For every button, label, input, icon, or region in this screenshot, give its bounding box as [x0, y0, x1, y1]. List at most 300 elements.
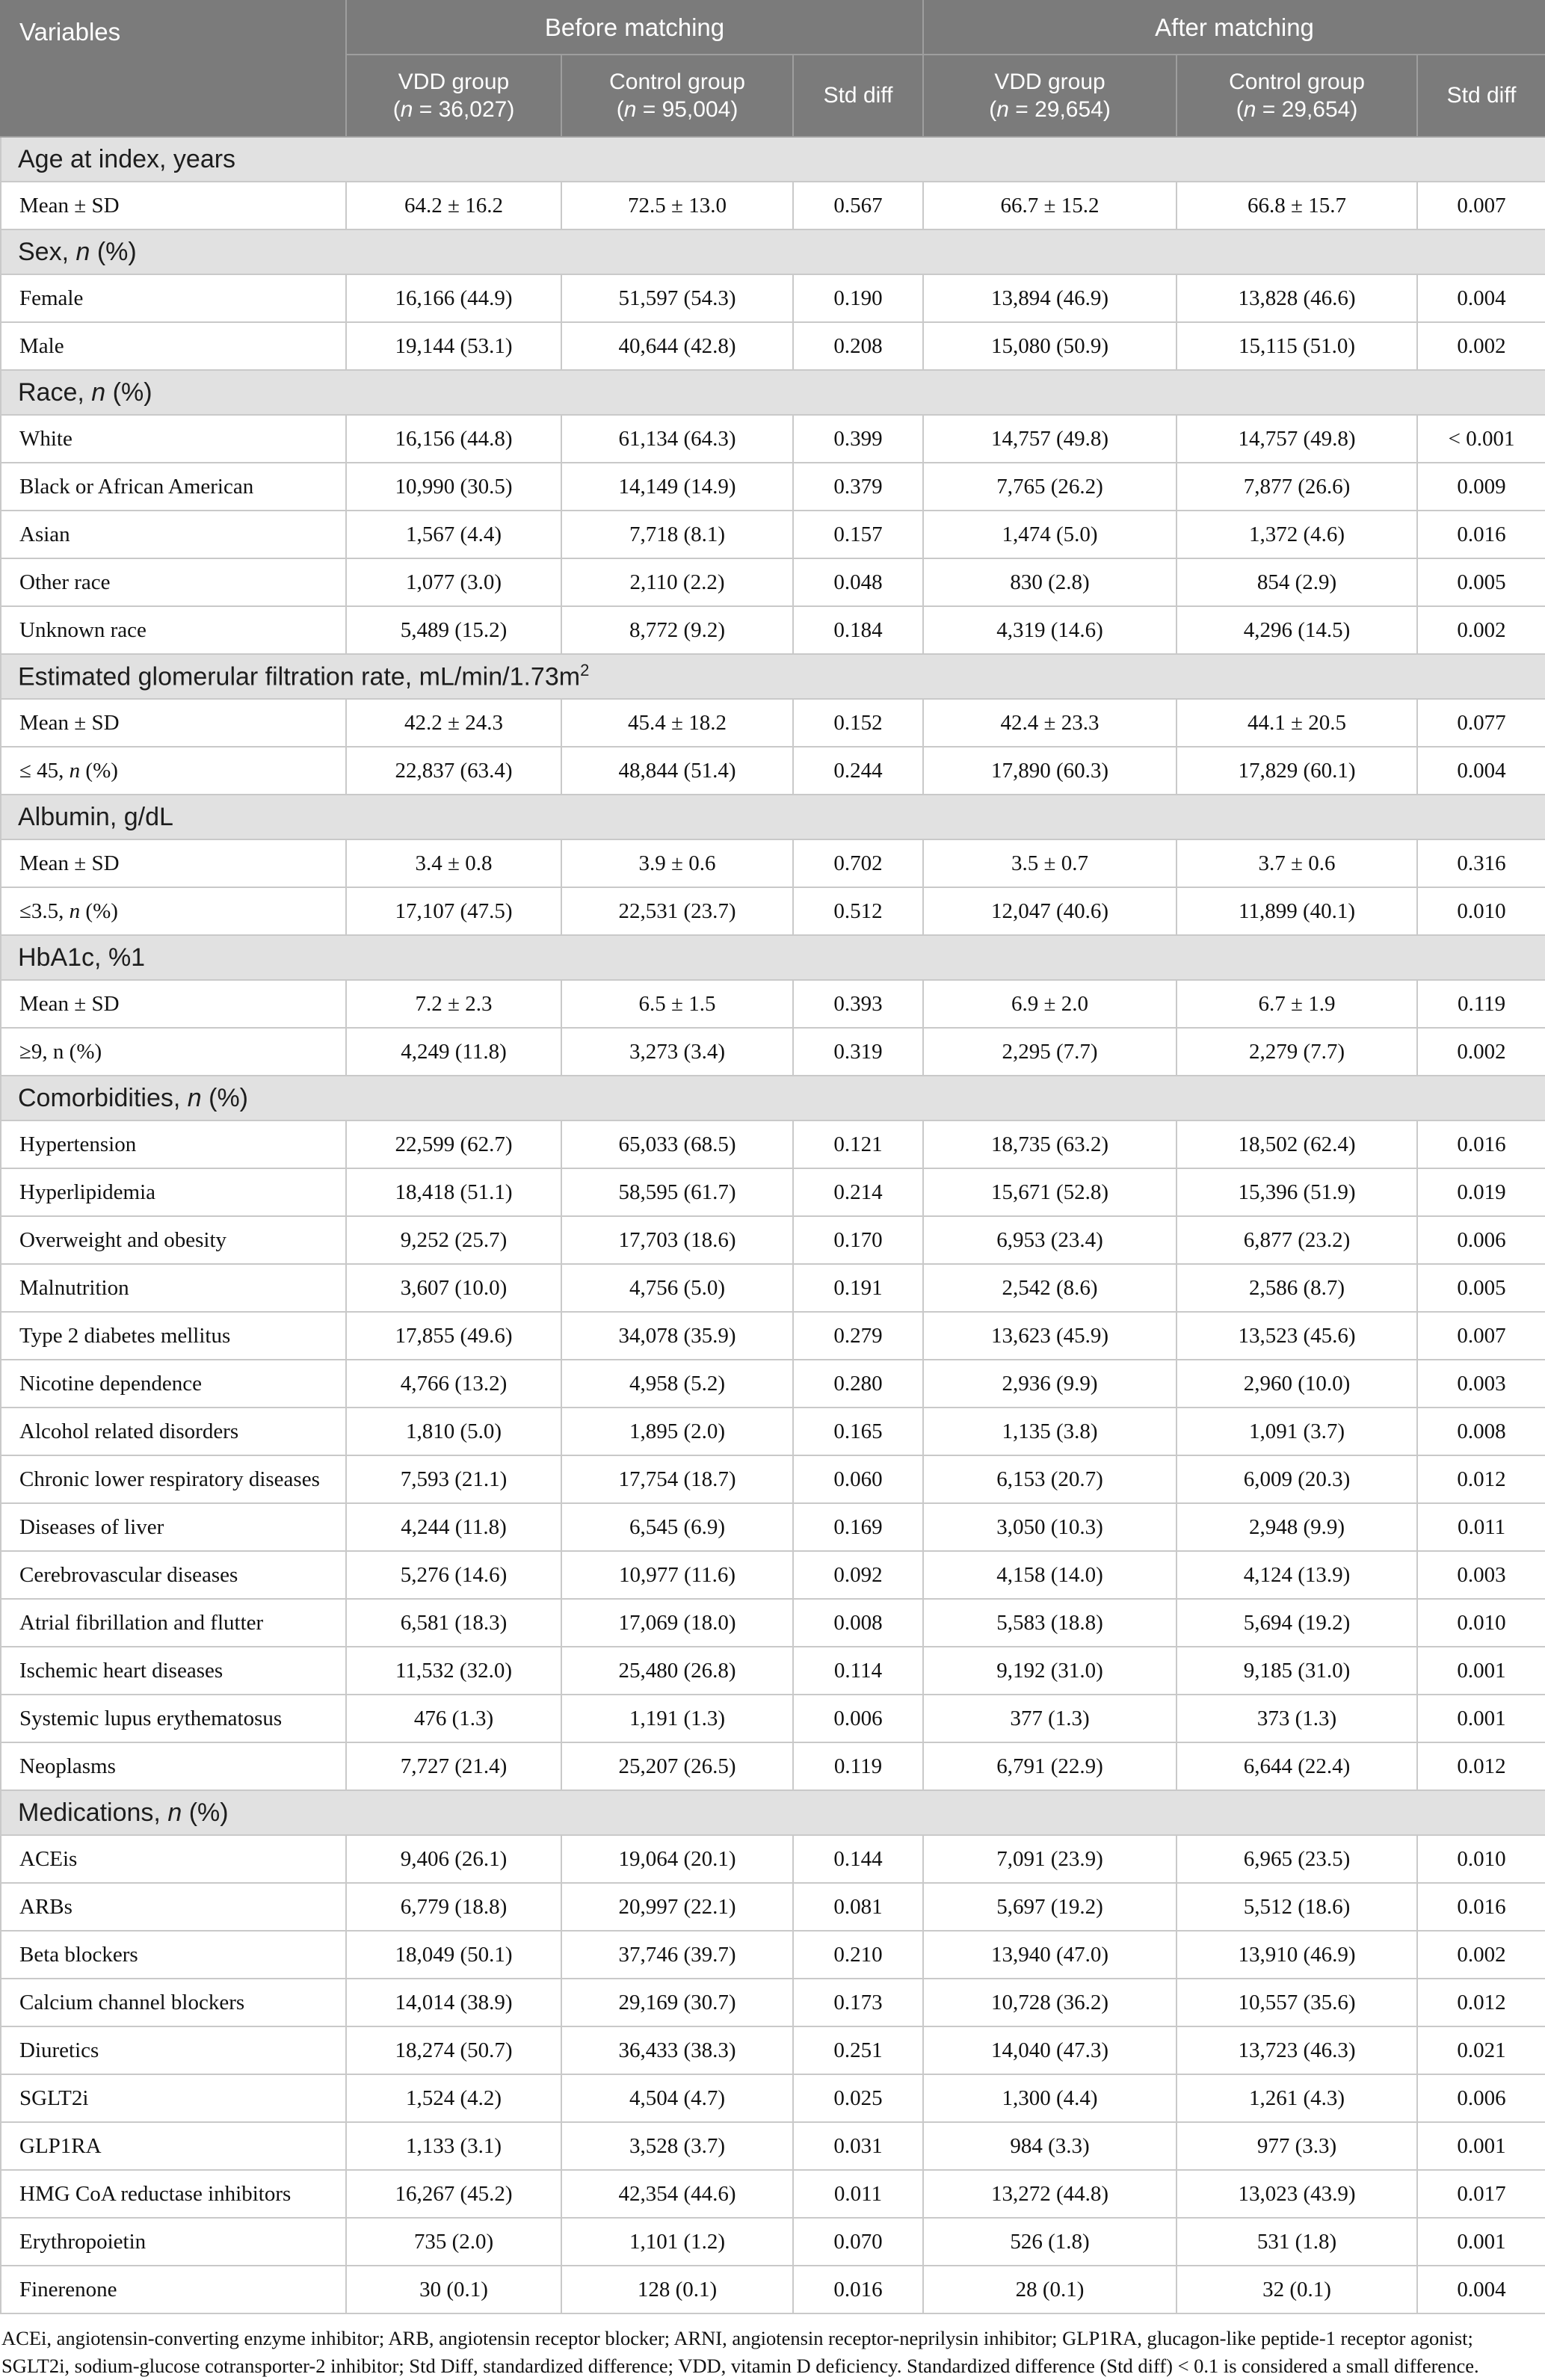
before-std-diff: 0.170 — [793, 1216, 923, 1264]
before-control-value: 17,703 (18.6) — [561, 1216, 793, 1264]
before-control-value: 4,504 (4.7) — [561, 2074, 793, 2122]
after-std-diff: 0.021 — [1417, 2026, 1545, 2074]
before-vdd-value: 5,489 (15.2) — [346, 606, 561, 654]
table-row — [1, 887, 1545, 935]
before-vdd-value: 4,766 (13.2) — [346, 1360, 561, 1408]
footnote-line-2: SGLT2i, sodium-glucose cotransporter-2 inhibitor; Std Diff, standardized difference; VDD, vitamin D deficiency. Standardized difference (Std diff) < 0.1 is considered a small difference. — [1, 2355, 1479, 2377]
table-row — [1, 1883, 1545, 1931]
after-vdd-value: 6.9 ± 2.0 — [923, 980, 1177, 1028]
table-row — [1, 1120, 1545, 1168]
before-control-value: 58,595 (61.7) — [561, 1168, 793, 1216]
col-header-after-std-diff: Std diff — [1417, 55, 1545, 137]
after-control-value: 977 (3.3) — [1177, 2122, 1417, 2170]
before-std-diff: 0.165 — [793, 1408, 923, 1455]
table-row — [1, 1360, 1545, 1408]
after-control-value: 10,557 (35.6) — [1177, 1979, 1417, 2026]
after-vdd-value: 4,158 (14.0) — [923, 1551, 1177, 1599]
after-control-value: 18,502 (62.4) — [1177, 1120, 1417, 1168]
row-label: Finerenone — [1, 2266, 346, 2313]
section-row — [1, 229, 1545, 274]
before-std-diff: 0.702 — [793, 839, 923, 887]
table-row — [1, 1168, 1545, 1216]
before-std-diff: 0.191 — [793, 1264, 923, 1312]
before-std-diff: 0.060 — [793, 1455, 923, 1503]
after-control-value: 9,185 (31.0) — [1177, 1647, 1417, 1695]
row-label: Unknown race — [1, 606, 346, 654]
before-control-value: 17,754 (18.7) — [561, 1455, 793, 1503]
before-std-diff: 0.567 — [793, 182, 923, 229]
after-std-diff: 0.005 — [1417, 558, 1545, 606]
before-vdd-value: 64.2 ± 16.2 — [346, 182, 561, 229]
before-vdd-value: 42.2 ± 24.3 — [346, 699, 561, 747]
after-vdd-value: 13,623 (45.9) — [923, 1312, 1177, 1360]
table-row — [1, 274, 1545, 322]
before-vdd-value: 18,049 (50.1) — [346, 1931, 561, 1979]
after-control-value: 15,396 (51.9) — [1177, 1168, 1417, 1216]
after-control-value: 854 (2.9) — [1177, 558, 1417, 606]
row-label: Ischemic heart diseases — [1, 1647, 346, 1695]
after-control-value: 531 (1.8) — [1177, 2218, 1417, 2266]
table-row — [1, 747, 1545, 795]
table-row — [1, 1835, 1545, 1883]
table-row — [1, 1312, 1545, 1360]
row-label: Overweight and obesity — [1, 1216, 346, 1264]
before-control-value: 2,110 (2.2) — [561, 558, 793, 606]
table-row — [1, 1028, 1545, 1076]
before-std-diff: 0.157 — [793, 511, 923, 558]
after-std-diff: 0.012 — [1417, 1455, 1545, 1503]
after-vdd-value: 984 (3.3) — [923, 2122, 1177, 2170]
after-std-diff: 0.006 — [1417, 1216, 1545, 1264]
before-std-diff: 0.011 — [793, 2170, 923, 2218]
table-row — [1, 1979, 1545, 2026]
row-label: Calcium channel blockers — [1, 1979, 346, 2026]
before-control-value: 4,756 (5.0) — [561, 1264, 793, 1312]
after-vdd-value: 2,936 (9.9) — [923, 1360, 1177, 1408]
before-control-value: 45.4 ± 18.2 — [561, 699, 793, 747]
before-vdd-value: 9,406 (26.1) — [346, 1835, 561, 1883]
after-std-diff: 0.316 — [1417, 839, 1545, 887]
table-row — [1, 1455, 1545, 1503]
before-vdd-value: 16,267 (45.2) — [346, 2170, 561, 2218]
after-vdd-value: 1,300 (4.4) — [923, 2074, 1177, 2122]
before-std-diff: 0.144 — [793, 1835, 923, 1883]
table-row — [1, 2218, 1545, 2266]
before-control-value: 4,958 (5.2) — [561, 1360, 793, 1408]
after-vdd-value: 830 (2.8) — [923, 558, 1177, 606]
before-vdd-value: 7.2 ± 2.3 — [346, 980, 561, 1028]
before-vdd-value: 7,727 (21.4) — [346, 1742, 561, 1790]
table-row — [1, 1931, 1545, 1979]
before-control-value: 1,101 (1.2) — [561, 2218, 793, 2266]
after-control-value: 5,694 (19.2) — [1177, 1599, 1417, 1647]
section-row — [1, 137, 1545, 182]
after-vdd-value: 377 (1.3) — [923, 1695, 1177, 1742]
table-body — [1, 137, 1545, 2313]
row-label: Mean ± SD — [1, 182, 346, 229]
after-std-diff: 0.002 — [1417, 1931, 1545, 1979]
after-matching-group-header: After matching — [923, 1, 1545, 55]
before-control-value: 3,528 (3.7) — [561, 2122, 793, 2170]
after-std-diff: 0.008 — [1417, 1408, 1545, 1455]
after-vdd-value: 14,757 (49.8) — [923, 415, 1177, 463]
after-std-diff: < 0.001 — [1417, 415, 1545, 463]
col-header-after-control-group: Control group (n = 29,654) — [1177, 55, 1417, 137]
before-std-diff: 0.190 — [793, 274, 923, 322]
after-vdd-value: 17,890 (60.3) — [923, 747, 1177, 795]
before-control-value: 36,433 (38.3) — [561, 2026, 793, 2074]
after-std-diff: 0.003 — [1417, 1551, 1545, 1599]
before-std-diff: 0.048 — [793, 558, 923, 606]
row-label: Male — [1, 322, 346, 370]
after-std-diff: 0.001 — [1417, 2218, 1545, 2266]
after-vdd-value: 6,153 (20.7) — [923, 1455, 1177, 1503]
after-vdd-value: 28 (0.1) — [923, 2266, 1177, 2313]
after-std-diff: 0.002 — [1417, 606, 1545, 654]
table-header — [1, 1, 1545, 137]
row-label: Type 2 diabetes mellitus — [1, 1312, 346, 1360]
after-control-value: 6,644 (22.4) — [1177, 1742, 1417, 1790]
row-label: Malnutrition — [1, 1264, 346, 1312]
variables-column-header: Variables — [1, 1, 346, 137]
row-label: Diseases of liver — [1, 1503, 346, 1551]
row-label: ≥9, n (%) — [1, 1028, 346, 1076]
after-vdd-value: 7,091 (23.9) — [923, 1835, 1177, 1883]
before-control-value: 17,069 (18.0) — [561, 1599, 793, 1647]
col-header-before-control-group: Control group (n = 95,004) — [561, 55, 793, 137]
before-control-value: 8,772 (9.2) — [561, 606, 793, 654]
after-std-diff: 0.077 — [1417, 699, 1545, 747]
after-control-value: 6.7 ± 1.9 — [1177, 980, 1417, 1028]
row-label: Atrial fibrillation and flutter — [1, 1599, 346, 1647]
before-control-value: 65,033 (68.5) — [561, 1120, 793, 1168]
after-control-value: 3.7 ± 0.6 — [1177, 839, 1417, 887]
after-std-diff: 0.004 — [1417, 2266, 1545, 2313]
before-std-diff: 0.208 — [793, 322, 923, 370]
before-control-value: 6,545 (6.9) — [561, 1503, 793, 1551]
after-vdd-value: 10,728 (36.2) — [923, 1979, 1177, 2026]
table-row — [1, 1503, 1545, 1551]
table-row — [1, 182, 1545, 229]
table-row — [1, 1408, 1545, 1455]
row-label: Beta blockers — [1, 1931, 346, 1979]
row-label: ACEis — [1, 1835, 346, 1883]
after-control-value: 6,877 (23.2) — [1177, 1216, 1417, 1264]
before-std-diff: 0.319 — [793, 1028, 923, 1076]
after-vdd-value: 1,135 (3.8) — [923, 1408, 1177, 1455]
before-vdd-value: 16,156 (44.8) — [346, 415, 561, 463]
before-std-diff: 0.006 — [793, 1695, 923, 1742]
after-vdd-value: 1,474 (5.0) — [923, 511, 1177, 558]
before-std-diff: 0.119 — [793, 1742, 923, 1790]
before-control-value: 10,977 (11.6) — [561, 1551, 793, 1599]
before-control-value: 128 (0.1) — [561, 2266, 793, 2313]
table-row — [1, 1742, 1545, 1790]
after-control-value: 14,757 (49.8) — [1177, 415, 1417, 463]
after-std-diff: 0.010 — [1417, 1599, 1545, 1647]
section-title: HbA1c, %1 — [1, 935, 1545, 980]
before-vdd-value: 22,599 (62.7) — [346, 1120, 561, 1168]
after-std-diff: 0.019 — [1417, 1168, 1545, 1216]
after-std-diff: 0.001 — [1417, 1647, 1545, 1695]
before-control-value: 6.5 ± 1.5 — [561, 980, 793, 1028]
after-std-diff: 0.001 — [1417, 2122, 1545, 2170]
before-vdd-value: 22,837 (63.4) — [346, 747, 561, 795]
section-title: Race, n (%) — [1, 370, 1545, 415]
after-std-diff: 0.012 — [1417, 1979, 1545, 2026]
table-row — [1, 2026, 1545, 2074]
section-title: Estimated glomerular filtration rate, $mL/\min/1.73m^2$ — [1, 654, 1545, 699]
after-control-value: 13,523 (45.6) — [1177, 1312, 1417, 1360]
before-control-value: 22,531 (23.7) — [561, 887, 793, 935]
after-vdd-value: 6,953 (23.4) — [923, 1216, 1177, 1264]
before-std-diff: 0.008 — [793, 1599, 923, 1647]
before-vdd-value: 19,144 (53.1) — [346, 322, 561, 370]
after-control-value: 2,948 (9.9) — [1177, 1503, 1417, 1551]
row-label: Other race — [1, 558, 346, 606]
row-label: Hypertension — [1, 1120, 346, 1168]
after-std-diff: 0.017 — [1417, 2170, 1545, 2218]
table-row — [1, 2170, 1545, 2218]
after-vdd-value: 42.4 ± 23.3 — [923, 699, 1177, 747]
before-std-diff: 0.512 — [793, 887, 923, 935]
col-header-after-vdd-group: VDD group (n = 29,654) — [923, 55, 1177, 137]
before-control-value: 14,149 (14.9) — [561, 463, 793, 511]
after-control-value: 13,723 (46.3) — [1177, 2026, 1417, 2074]
after-std-diff: 0.005 — [1417, 1264, 1545, 1312]
after-std-diff: 0.002 — [1417, 1028, 1545, 1076]
table-row — [1, 463, 1545, 511]
after-control-value: 4,124 (13.9) — [1177, 1551, 1417, 1599]
after-vdd-value: 5,697 (19.2) — [923, 1883, 1177, 1931]
after-control-value: 6,965 (23.5) — [1177, 1835, 1417, 1883]
before-control-value: 48,844 (51.4) — [561, 747, 793, 795]
after-std-diff: 0.010 — [1417, 887, 1545, 935]
before-control-value: 7,718 (8.1) — [561, 511, 793, 558]
after-std-diff: 0.016 — [1417, 511, 1545, 558]
after-std-diff: 0.009 — [1417, 463, 1545, 511]
before-vdd-value: 1,567 (4.4) — [346, 511, 561, 558]
section-row — [1, 795, 1545, 839]
after-std-diff: 0.010 — [1417, 1835, 1545, 1883]
section-title: Age at index, years — [1, 137, 1545, 182]
after-control-value: 13,910 (46.9) — [1177, 1931, 1417, 1979]
after-std-diff: 0.006 — [1417, 2074, 1545, 2122]
row-label: Erythropoietin — [1, 2218, 346, 2266]
before-vdd-value: 1,810 (5.0) — [346, 1408, 561, 1455]
row-label: Systemic lupus erythematosus — [1, 1695, 346, 1742]
after-control-value: 32 (0.1) — [1177, 2266, 1417, 2313]
before-vdd-value: 3,607 (10.0) — [346, 1264, 561, 1312]
after-vdd-value: 6,791 (22.9) — [923, 1742, 1177, 1790]
after-std-diff: 0.007 — [1417, 1312, 1545, 1360]
before-std-diff: 0.214 — [793, 1168, 923, 1216]
after-control-value: 2,586 (8.7) — [1177, 1264, 1417, 1312]
before-std-diff: 0.393 — [793, 980, 923, 1028]
after-vdd-value: 2,295 (7.7) — [923, 1028, 1177, 1076]
before-vdd-value: 4,244 (11.8) — [346, 1503, 561, 1551]
after-vdd-value: 7,765 (26.2) — [923, 463, 1177, 511]
after-vdd-value: 4,319 (14.6) — [923, 606, 1177, 654]
row-label: GLP1RA — [1, 2122, 346, 2170]
row-label: Black or African American — [1, 463, 346, 511]
after-std-diff: 0.012 — [1417, 1742, 1545, 1790]
table-row — [1, 322, 1545, 370]
before-control-value: 25,480 (26.8) — [561, 1647, 793, 1695]
after-vdd-value: 5,583 (18.8) — [923, 1599, 1177, 1647]
section-row — [1, 654, 1545, 699]
before-vdd-value: 1,133 (3.1) — [346, 2122, 561, 2170]
before-std-diff: 0.114 — [793, 1647, 923, 1695]
after-control-value: 11,899 (40.1) — [1177, 887, 1417, 935]
section-title: Medications, n (%) — [1, 1790, 1545, 1835]
after-control-value: 2,960 (10.0) — [1177, 1360, 1417, 1408]
before-vdd-value: 4,249 (11.8) — [346, 1028, 561, 1076]
before-std-diff: 0.031 — [793, 2122, 923, 2170]
section-title: Sex, n (%) — [1, 229, 1545, 274]
table-row — [1, 511, 1545, 558]
before-std-diff: 0.121 — [793, 1120, 923, 1168]
table-row — [1, 1216, 1545, 1264]
before-vdd-value: 18,418 (51.1) — [346, 1168, 561, 1216]
after-std-diff: 0.119 — [1417, 980, 1545, 1028]
table-row — [1, 980, 1545, 1028]
row-label: Cerebrovascular diseases — [1, 1551, 346, 1599]
after-control-value: 1,091 (3.7) — [1177, 1408, 1417, 1455]
after-std-diff: 0.011 — [1417, 1503, 1545, 1551]
after-vdd-value: 12,047 (40.6) — [923, 887, 1177, 935]
before-vdd-value: 735 (2.0) — [346, 2218, 561, 2266]
before-vdd-value: 11,532 (32.0) — [346, 1647, 561, 1695]
table-row — [1, 1551, 1545, 1599]
after-vdd-value: 13,894 (46.9) — [923, 274, 1177, 322]
table-row — [1, 415, 1545, 463]
row-label: Female — [1, 274, 346, 322]
row-label: Hyperlipidemia — [1, 1168, 346, 1216]
row-label: Neoplasms — [1, 1742, 346, 1790]
before-control-value: 1,191 (1.3) — [561, 1695, 793, 1742]
before-vdd-value: 18,274 (50.7) — [346, 2026, 561, 2074]
before-std-diff: 0.280 — [793, 1360, 923, 1408]
after-vdd-value: 15,080 (50.9) — [923, 322, 1177, 370]
before-std-diff: 0.399 — [793, 415, 923, 463]
after-vdd-value: 66.7 ± 15.2 — [923, 182, 1177, 229]
row-label: HMG CoA reductase inhibitors — [1, 2170, 346, 2218]
after-control-value: 13,023 (43.9) — [1177, 2170, 1417, 2218]
before-matching-group-header: Before matching — [346, 1, 923, 55]
section-title: Comorbidities, n (%) — [1, 1076, 1545, 1120]
before-control-value: 29,169 (30.7) — [561, 1979, 793, 2026]
row-label: ARBs — [1, 1883, 346, 1931]
table-row — [1, 2122, 1545, 2170]
section-title: Albumin, g/dL — [1, 795, 1545, 839]
row-label: ≤ 45, n (%) — [1, 747, 346, 795]
before-vdd-value: 6,581 (18.3) — [346, 1599, 561, 1647]
before-vdd-value: 14,014 (38.9) — [346, 1979, 561, 2026]
before-vdd-value: 17,855 (49.6) — [346, 1312, 561, 1360]
before-std-diff: 0.279 — [793, 1312, 923, 1360]
group-header-row — [1, 1, 1545, 55]
after-std-diff: 0.016 — [1417, 1883, 1545, 1931]
after-std-diff: 0.004 — [1417, 274, 1545, 322]
before-vdd-value: 30 (0.1) — [346, 2266, 561, 2313]
after-control-value: 373 (1.3) — [1177, 1695, 1417, 1742]
table-row — [1, 839, 1545, 887]
before-vdd-value: 1,077 (3.0) — [346, 558, 561, 606]
table-row — [1, 2074, 1545, 2122]
before-control-value: 3,273 (3.4) — [561, 1028, 793, 1076]
after-control-value: 4,296 (14.5) — [1177, 606, 1417, 654]
section-row — [1, 1790, 1545, 1835]
before-std-diff: 0.173 — [793, 1979, 923, 2026]
table-row — [1, 2266, 1545, 2313]
after-control-value: 17,829 (60.1) — [1177, 747, 1417, 795]
before-control-value: 19,064 (20.1) — [561, 1835, 793, 1883]
after-vdd-value: 526 (1.8) — [923, 2218, 1177, 2266]
row-label: Mean ± SD — [1, 980, 346, 1028]
after-vdd-value: 13,272 (44.8) — [923, 2170, 1177, 2218]
before-vdd-value: 3.4 ± 0.8 — [346, 839, 561, 887]
after-vdd-value: 3.5 ± 0.7 — [923, 839, 1177, 887]
before-std-diff: 0.244 — [793, 747, 923, 795]
section-row — [1, 370, 1545, 415]
after-control-value: 66.8 ± 15.7 — [1177, 182, 1417, 229]
row-label: White — [1, 415, 346, 463]
after-vdd-value: 2,542 (8.6) — [923, 1264, 1177, 1312]
before-std-diff: 0.070 — [793, 2218, 923, 2266]
after-vdd-value: 15,671 (52.8) — [923, 1168, 1177, 1216]
before-control-value: 51,597 (54.3) — [561, 274, 793, 322]
before-vdd-value: 17,107 (47.5) — [346, 887, 561, 935]
before-std-diff: 0.025 — [793, 2074, 923, 2122]
before-vdd-value: 7,593 (21.1) — [346, 1455, 561, 1503]
after-control-value: 6,009 (20.3) — [1177, 1455, 1417, 1503]
before-vdd-value: 10,990 (30.5) — [346, 463, 561, 511]
after-control-value: 44.1 ± 20.5 — [1177, 699, 1417, 747]
row-label: Nicotine dependence — [1, 1360, 346, 1408]
before-std-diff: 0.169 — [793, 1503, 923, 1551]
after-vdd-value: 3,050 (10.3) — [923, 1503, 1177, 1551]
before-std-diff: 0.210 — [793, 1931, 923, 1979]
before-std-diff: 0.379 — [793, 463, 923, 511]
after-control-value: 15,115 (51.0) — [1177, 322, 1417, 370]
table-row — [1, 558, 1545, 606]
table-row — [1, 1599, 1545, 1647]
before-std-diff: 0.184 — [793, 606, 923, 654]
col-header-before-std-diff: Std diff — [793, 55, 923, 137]
col-header-before-vdd-group: VDD group (n = 36,027) — [346, 55, 561, 137]
row-label: Chronic lower respiratory diseases — [1, 1455, 346, 1503]
before-control-value: 3.9 ± 0.6 — [561, 839, 793, 887]
before-control-value: 40,644 (42.8) — [561, 322, 793, 370]
after-vdd-value: 18,735 (63.2) — [923, 1120, 1177, 1168]
row-label: Asian — [1, 511, 346, 558]
after-control-value: 7,877 (26.6) — [1177, 463, 1417, 511]
before-control-value: 37,746 (39.7) — [561, 1931, 793, 1979]
before-control-value: 1,895 (2.0) — [561, 1408, 793, 1455]
row-label: Mean ± SD — [1, 699, 346, 747]
after-std-diff: 0.002 — [1417, 322, 1545, 370]
after-vdd-value: 13,940 (47.0) — [923, 1931, 1177, 1979]
row-label: Alcohol related disorders — [1, 1408, 346, 1455]
after-control-value: 1,261 (4.3) — [1177, 2074, 1417, 2122]
before-std-diff: 0.016 — [793, 2266, 923, 2313]
after-vdd-value: 9,192 (31.0) — [923, 1647, 1177, 1695]
before-control-value: 34,078 (35.9) — [561, 1312, 793, 1360]
after-std-diff: 0.016 — [1417, 1120, 1545, 1168]
before-std-diff: 0.251 — [793, 2026, 923, 2074]
row-label: Mean ± SD — [1, 839, 346, 887]
